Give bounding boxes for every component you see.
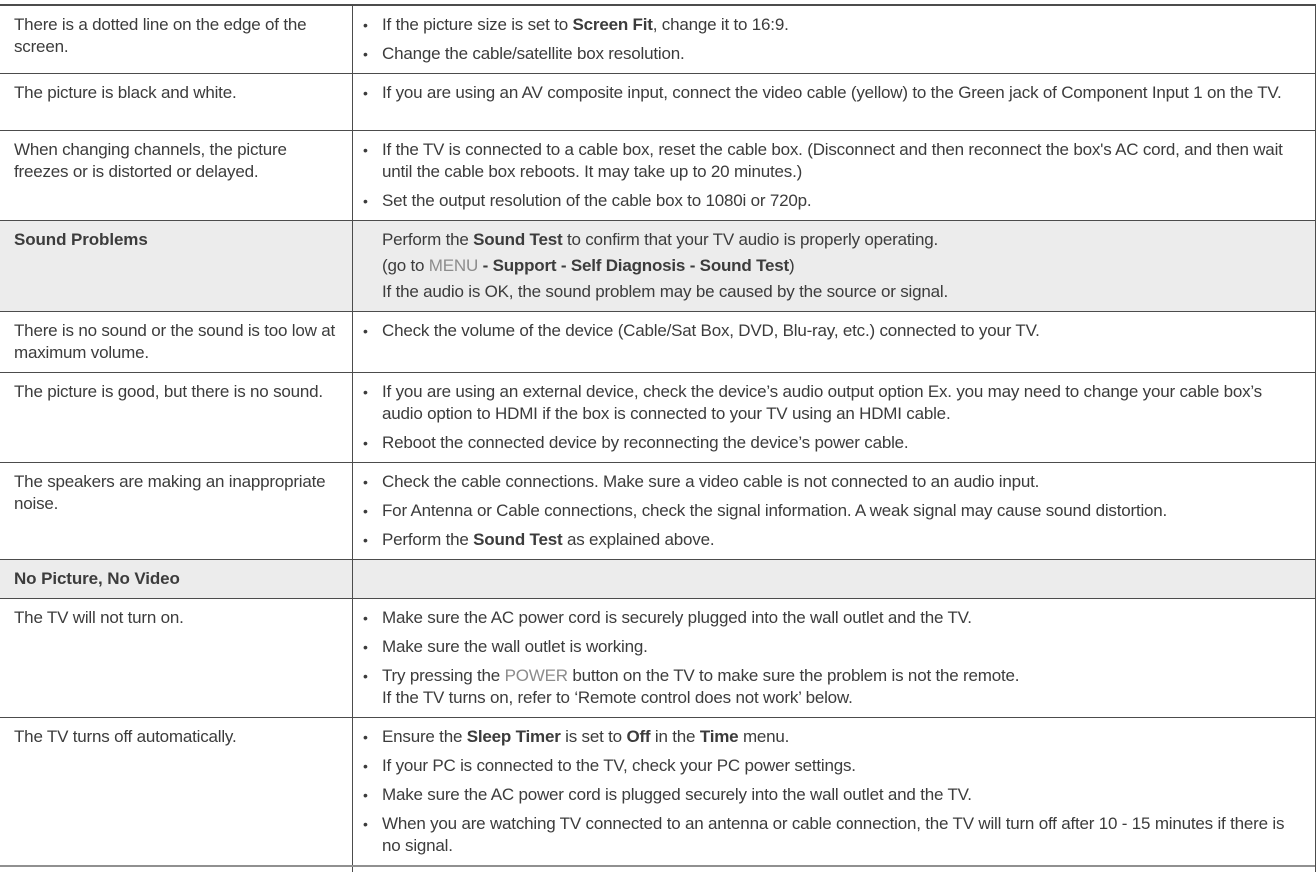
bullet-icon: • (363, 142, 368, 158)
text-segment: If the TV is connected to a cable box, reset the cable box. (Disconnect and then reconnect the box's AC cord, and then wait until the cable box reboots. It may take up to 20 minutes.) (382, 140, 1283, 181)
problem-text (14, 607, 340, 629)
solution-bullet-item (363, 381, 1297, 425)
problem-text (14, 726, 340, 748)
text-segment: Make sure the AC power cord is securely plugged into the wall outlet and the TV. (382, 608, 972, 627)
table-row (0, 373, 1315, 463)
solution-cell (353, 74, 1315, 130)
bullet-icon: • (363, 474, 368, 490)
text-segment: menu. (738, 727, 790, 746)
bullet-icon: • (363, 503, 368, 519)
solution-bullet-item (363, 320, 1297, 342)
solution-text (382, 381, 1297, 425)
text-segment: to confirm that your TV audio is properly operating. (562, 230, 938, 249)
solution-cell (353, 373, 1315, 462)
solution-bullet-item (363, 43, 1297, 65)
bullet-icon: • (363, 384, 368, 400)
problem-text (14, 229, 340, 251)
solution-text (382, 14, 789, 36)
solution-bullet-item (363, 529, 1297, 551)
text-segment: - Support - Self Diagnosis - Sound Test (478, 256, 789, 275)
text-segment: If the picture size is set to (382, 15, 573, 34)
text-segment: is set to (560, 727, 627, 746)
problem-cell (0, 131, 353, 220)
text-segment: Check the cable connections. Make sure a video cable is not connected to an audio input. (382, 472, 1040, 491)
text-segment: The picture is black and white. (14, 83, 237, 102)
text-segment: The picture is good, but there is no sound. (14, 382, 323, 401)
text-segment: Sleep Timer (466, 727, 561, 746)
text-segment: Change the cable/satellite box resolution. (382, 44, 685, 63)
menu-key-text: MENU (428, 256, 479, 275)
menu-key-text: POWER (504, 666, 568, 685)
solution-text (382, 471, 1039, 493)
bullet-icon: • (363, 610, 368, 626)
text-segment: ) (788, 256, 795, 275)
solution-text (382, 255, 794, 277)
solution-bullet-item (363, 14, 1297, 36)
partial-next-row (0, 865, 1315, 872)
problem-text (14, 471, 340, 515)
text-segment: If you are using an AV composite input, connect the video cable (yellow) to the Green jack of Component Input 1 on the TV. (382, 83, 1282, 102)
problem-text (14, 320, 340, 364)
solution-text (382, 755, 856, 777)
bullet-icon: • (363, 85, 368, 101)
problem-cell (0, 373, 353, 462)
bullet-icon: • (363, 639, 368, 655)
solution-bullet-item (363, 784, 1297, 806)
bullet-icon: • (363, 193, 368, 209)
text-segment: Perform the (382, 230, 474, 249)
table-row (0, 312, 1315, 373)
text-segment: The TV will not turn on. (14, 608, 184, 627)
solution-bullet-item (363, 813, 1297, 857)
solution-text (382, 500, 1167, 522)
problem-cell (0, 6, 353, 73)
table-row (0, 599, 1315, 718)
text-segment: If the audio is OK, the sound problem may be caused by the source or signal. (382, 282, 948, 301)
problem-cell (0, 599, 353, 717)
solution-cell (353, 221, 1315, 311)
problem-text (14, 568, 340, 590)
problem-text (14, 139, 340, 183)
solution-text (382, 82, 1282, 104)
text-segment: Ensure the (382, 727, 467, 746)
solution-bullet-item (363, 471, 1297, 493)
text-segment: The TV turns off automatically. (14, 727, 237, 746)
solution-bullet-item (363, 636, 1297, 658)
bullet-icon: • (363, 46, 368, 62)
table-row (0, 6, 1315, 74)
problem-cell (0, 74, 353, 130)
solution-continuation-line (363, 229, 1297, 251)
table-row (0, 560, 1315, 599)
text-segment: , change it to 16:9. (652, 15, 789, 34)
solution-text (382, 432, 908, 454)
bullet-icon: • (363, 435, 368, 451)
solution-cell (353, 131, 1315, 220)
text-segment: Reboot the connected device by reconnecting the device’s power cable. (382, 433, 909, 452)
text-segment: When changing channels, the picture freezes or is distorted or delayed. (14, 140, 287, 181)
solution-bullet-item (363, 139, 1297, 183)
text-segment: Try pressing the (382, 666, 505, 685)
solution-bullet-item (363, 82, 1297, 104)
solution-text (382, 229, 938, 251)
text-segment: For Antenna or Cable connections, check the signal information. A weak signal may cause sound distortion. (382, 501, 1168, 520)
problem-cell (0, 718, 353, 865)
problem-text (14, 14, 340, 58)
solution-text (382, 281, 948, 303)
text-segment: Make sure the AC power cord is plugged securely into the wall outlet and the TV. (382, 785, 972, 804)
troubleshooting-table (0, 4, 1316, 872)
bullet-icon: • (363, 758, 368, 774)
text-segment: If the TV turns on, refer to ‘Remote control does not work’ below. (382, 688, 853, 707)
text-segment: Off (626, 727, 651, 746)
solution-cell (353, 599, 1315, 717)
text-segment: Check the volume of the device (Cable/Sat Box, DVD, Blu-ray, etc.) connected to your TV. (382, 321, 1040, 340)
solution-continuation-line (363, 687, 1297, 709)
solution-bullet-item (363, 432, 1297, 454)
solution-bullet-item (363, 500, 1297, 522)
text-segment: in the (650, 727, 700, 746)
problem-cell (0, 312, 353, 372)
partial-solution-cell (353, 867, 1315, 872)
text-segment: as explained above. (562, 530, 715, 549)
solution-text (382, 190, 811, 212)
text-segment: Perform the (382, 530, 474, 549)
text-segment: When you are watching TV connected to an antenna or cable connection, the TV will turn off after 10 - 15 minutes if there is no signal. (382, 814, 1285, 855)
solution-bullet-item (363, 726, 1297, 748)
text-segment: If your PC is connected to the TV, check your PC power settings. (382, 756, 856, 775)
bullet-icon: • (363, 17, 368, 33)
bullet-icon: • (363, 532, 368, 548)
text-segment: Time (699, 727, 739, 746)
bullet-icon: • (363, 668, 368, 684)
text-segment: button on the TV to make sure the problem is not the remote. (567, 666, 1020, 685)
solution-continuation-line (363, 255, 1297, 277)
solution-text (382, 607, 972, 629)
solution-text (382, 784, 972, 806)
solution-bullet-item (363, 190, 1297, 212)
table-row (0, 718, 1315, 865)
problem-cell (0, 560, 353, 598)
text-segment: If you are using an external device, check the device’s audio output option Ex. you may need to change your cable box’s audio option to HDMI if the box is connected to your TV using an HDMI cable. (382, 382, 1262, 423)
solution-text (382, 665, 1019, 687)
text-segment: The speakers are making an inappropriate noise. (14, 472, 326, 513)
solution-continuation-line (363, 281, 1297, 303)
solution-text (382, 43, 685, 65)
text-segment: There is a dotted line on the edge of the screen. (14, 15, 307, 56)
bullet-icon: • (363, 323, 368, 339)
text-segment: Screen Fit (572, 15, 653, 34)
bullet-icon: • (363, 729, 368, 745)
text-segment: Set the output resolution of the cable box to 1080i or 720p. (382, 191, 812, 210)
solution-cell (353, 718, 1315, 865)
table-row (0, 131, 1315, 221)
text-segment: (go to (382, 256, 429, 275)
text-segment: Sound Problems (14, 230, 148, 249)
solution-text (382, 139, 1297, 183)
text-segment: Sound Test (473, 530, 563, 549)
solution-cell (353, 463, 1315, 559)
problem-text (14, 381, 340, 403)
solution-text (382, 320, 1040, 342)
solution-text (382, 529, 714, 551)
solution-text (382, 813, 1297, 857)
text-segment: Make sure the wall outlet is working. (382, 637, 648, 656)
text-segment: No Picture, No Video (14, 569, 180, 588)
bullet-icon: • (363, 787, 368, 803)
solution-cell (353, 560, 1315, 598)
table-row (0, 74, 1315, 131)
table-row (0, 463, 1315, 560)
text-segment: Sound Test (473, 230, 563, 249)
solution-bullet-item (363, 665, 1297, 687)
table-row (0, 221, 1315, 312)
solution-bullet-item (363, 755, 1297, 777)
partial-problem-cell (0, 867, 353, 872)
solution-text (382, 687, 853, 709)
solution-bullet-item (363, 607, 1297, 629)
problem-cell (0, 221, 353, 311)
solution-cell (353, 312, 1315, 372)
bullet-icon: • (363, 816, 368, 832)
solution-cell (353, 6, 1315, 73)
problem-cell (0, 463, 353, 559)
problem-text (14, 82, 340, 104)
solution-text (382, 636, 648, 658)
solution-text (382, 726, 789, 748)
text-segment: There is no sound or the sound is too low at maximum volume. (14, 321, 336, 362)
